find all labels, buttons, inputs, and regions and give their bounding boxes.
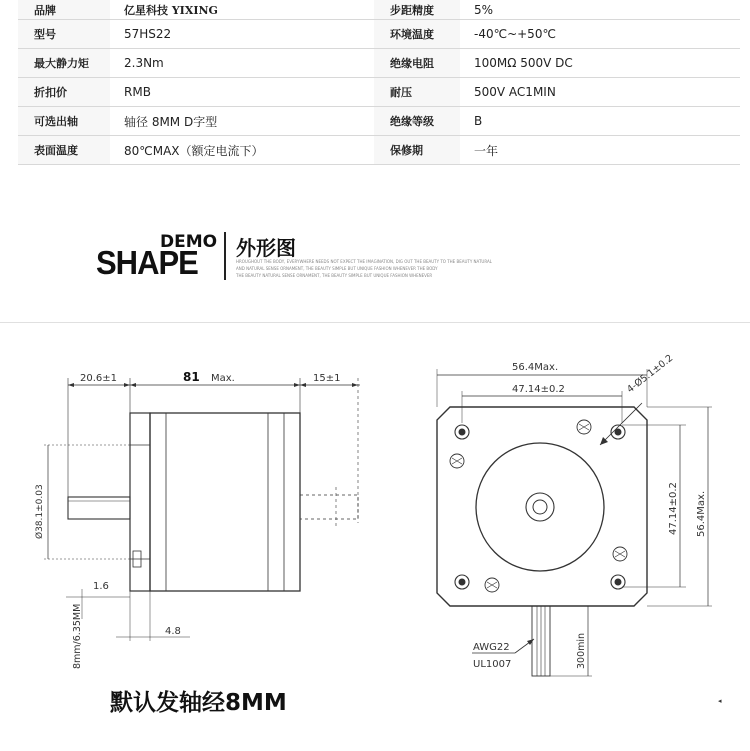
corner-mark: ◂ (718, 697, 722, 705)
spec-label: 最大静力矩 (18, 49, 110, 78)
spec-value: 一年 (460, 136, 740, 165)
dim-rear-length: 15±1 (313, 373, 341, 384)
spec-row (18, 78, 740, 107)
dim-height-max: 56.4Max. (696, 490, 707, 537)
spec-value: 100MΩ 500V DC (460, 49, 740, 78)
demo-label: DEMO (160, 232, 218, 252)
spec-label: 绝缘电阻 (374, 49, 460, 78)
spec-label: 型号 (18, 20, 110, 49)
spec-label: 环境温度 (374, 20, 460, 49)
dim-boss-diameter: Ø38.1±0.03 (35, 484, 45, 539)
spec-label: 表面温度 (18, 136, 110, 165)
dim-shaft-flat: 1.6 (93, 581, 109, 592)
dim-shaft-diameter: 8mm/6.35MM (72, 603, 83, 669)
default-shaft-caption: 默认发轴经8MM (110, 690, 287, 716)
spec-label: 步距精度 (374, 0, 460, 20)
spec-label: 折扣价 (18, 78, 110, 107)
header-fine-print: HROUGHOUT THE BODY, EVERYWHERE NEEDS NOT EXPECT THE IMAGINATION, DIG OUT THE BEAUTY TO THE BEAUTY NATURAL (236, 259, 492, 264)
dim-front-length: 20.6±1 (80, 373, 118, 384)
dim-mounting-holes: 4-Ø5.1±0.2 (625, 352, 676, 396)
spec-label: 可选出轴 (18, 107, 110, 136)
spec-value: 500V AC1MIN (460, 78, 740, 107)
spec-value: 轴径 8MM D字型 (110, 107, 374, 136)
wire-standard-label: UL1007 (473, 659, 512, 670)
spec-value: 5% (460, 0, 740, 20)
spec-value: 亿星科技 YIXING (110, 0, 374, 20)
dim-wire-length: 300min (576, 632, 587, 669)
section-title: 外形图 (236, 236, 296, 260)
spec-row (18, 107, 740, 136)
shape-label: SHAPE (96, 244, 198, 282)
dim-hole-pitch-vertical: 47.14±0.2 (668, 482, 679, 535)
spec-table (18, 0, 740, 165)
dim-body-length-unit: Max. (211, 373, 235, 384)
header-fine-print: AND NATURAL SENSE ORNAMENT, THE BEAUTY SIMPLE BUT UNIQUE FASHION WHENEVER THE BODY (236, 266, 438, 271)
dim-hole-pitch: 47.14±0.2 (512, 384, 565, 395)
side-view (34, 370, 360, 669)
spec-label: 绝缘等级 (374, 107, 460, 136)
wire-gauge-label: AWG22 (473, 642, 510, 653)
outline-drawing (0, 323, 750, 683)
dim-flange-thickness: 4.8 (165, 626, 181, 637)
spec-value: B (460, 107, 740, 136)
header-divider (224, 232, 226, 280)
spec-value: -40℃~+50℃ (460, 20, 740, 49)
spec-row (18, 0, 740, 20)
spec-row (18, 136, 740, 165)
spec-row (18, 49, 740, 78)
spec-value: RMB (110, 78, 374, 107)
spec-value: 80℃MAX（额定电流下） (110, 136, 374, 165)
dim-body-length-num: 81 (183, 370, 200, 384)
spec-row (18, 20, 740, 49)
header-fine-print: THE BEAUTY NATURAL SENSE ORNAMENT, THE BEAUTY SIMPLE BUT UNIQUE FASHION WHENEVER (236, 273, 433, 278)
spec-value: 2.3Nm (110, 49, 374, 78)
spec-value: 57HS22 (110, 20, 374, 49)
spec-label: 耐压 (374, 78, 460, 107)
spec-label: 品牌 (18, 0, 110, 20)
dim-width-max: 56.4Max. (512, 362, 559, 373)
front-view (437, 353, 712, 676)
spec-label: 保修期 (374, 136, 460, 165)
